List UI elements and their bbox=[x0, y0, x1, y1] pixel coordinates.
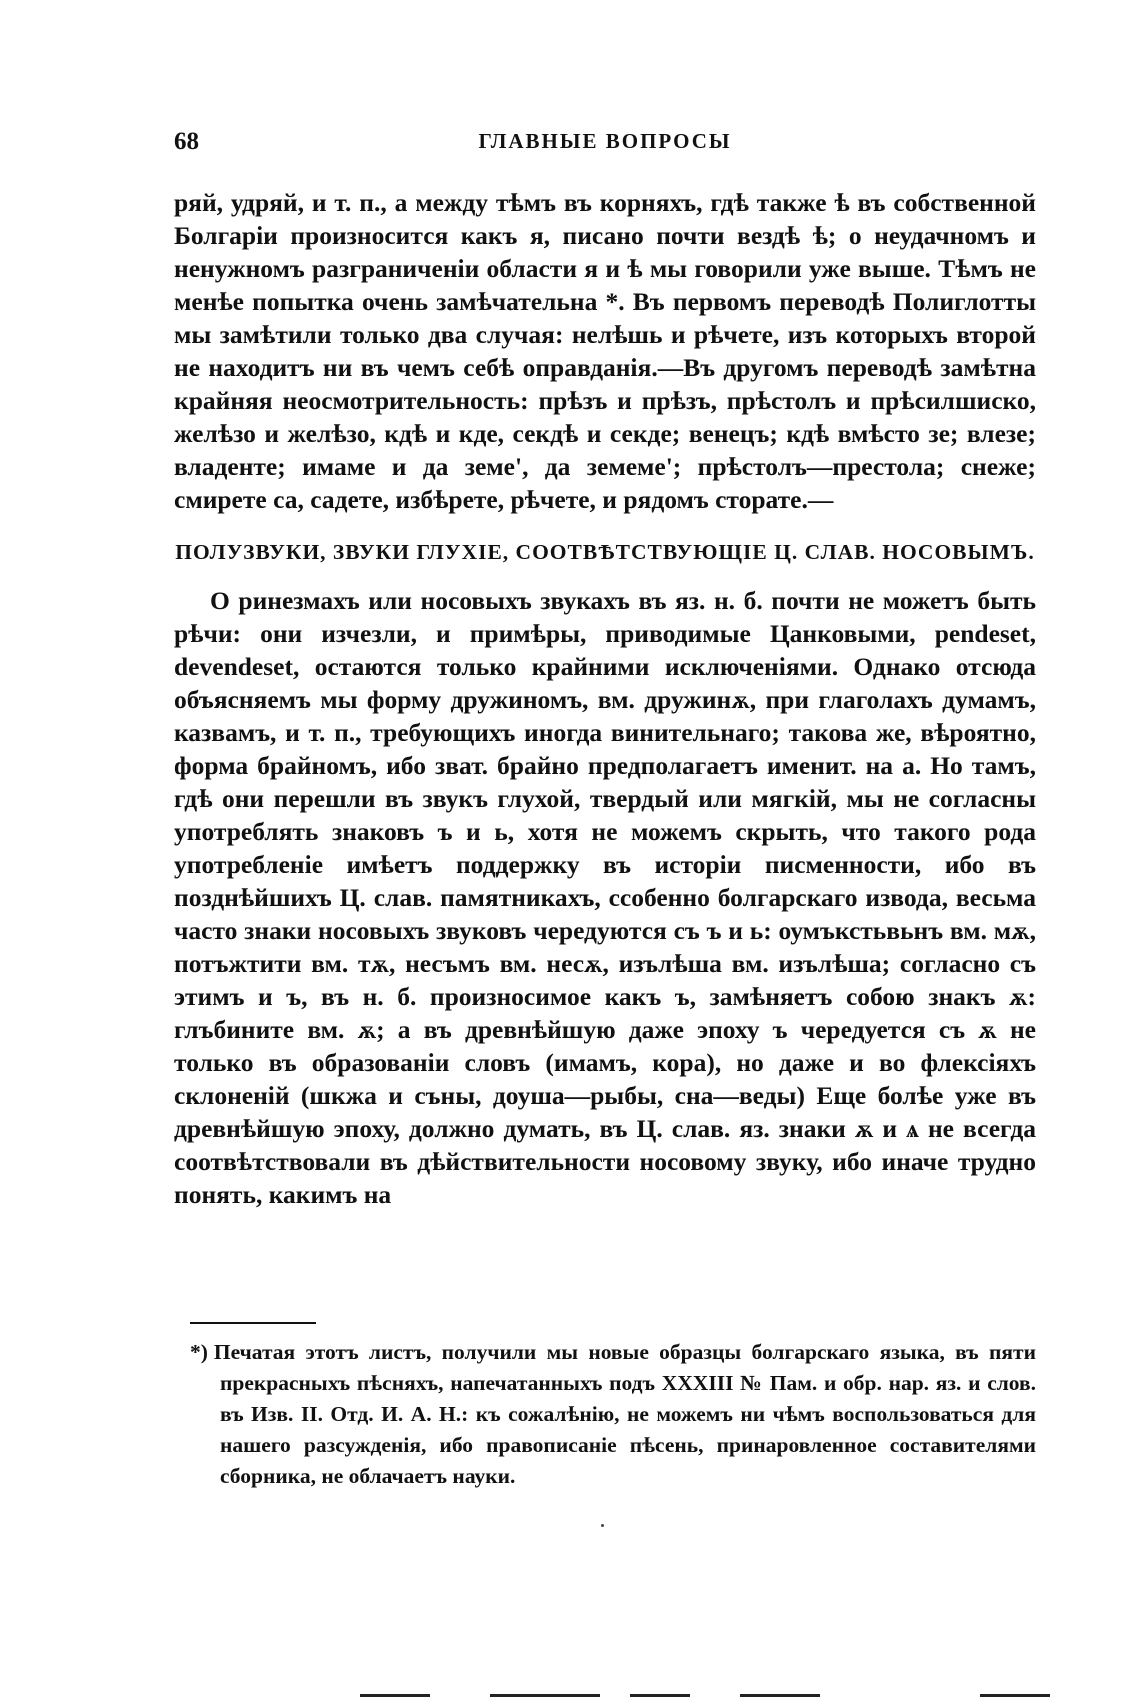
footnote-body bbox=[190, 1337, 1036, 1492]
body-text bbox=[174, 186, 1036, 1211]
section-paragraph: О ринезмахъ или носовыхъ звукахъ въ яз. н. б. почти не можетъ быть рѣчи: они изчезли, и примѣры, приводимые Цанковыми, pendeset, devendeset, остаются только крайними исключеніями. Однако отсюда объясняемъ мы форму дружиномъ, вм. дружинѫ, при глаголахъ думамъ, казвамъ, и т. п., требующихъ иногда винительнаго; такова же, вѣроятно, форма брайномъ, ибо зват. брайно предполагаетъ именит. на а. Но тамъ, гдѣ они перешли въ звукъ глухой, твердый или мягкій, мы не согласны употреблять знаковъ ъ и ь, хотя не можемъ скрыть, что такого рода употребленіе имѣетъ поддержку въ исторіи писменности, ибо въ позднѣйшихъ Ц. слав. памятникахъ, ссобенно болгарскаго извода, весьма часто знаки носовыхъ звуковъ чередуются съ ъ и ь: оумъкстьвьнъ вм. мѫ, потъжтити вм. тѫ, несъмъ вм. несѫ, изълѣша вм. изълѣша; согласно съ этимъ и ъ, въ н. б. произносимое какъ ъ, замѣняетъ собою знакъ ѫ: глъбините вм. ѫ; а въ древнѣйшую даже эпоху ъ чередуется съ ѫ не только въ образованіи словъ (имамъ, кора), но даже и во флексіяхъ склоненій (шкжа и съны, доуша—рыбы, сна—веды) Еще болѣе уже въ древнѣйшую эпоху, должно думать, въ Ц. слав. яз. знаки ѫ и ѧ не всегда соотвѣтствовали въ дѣйствительности носовому звуку, ибо иначе трудно понять, какимъ на bbox=[174, 586, 1036, 1209]
footnote-text: Печатая этотъ листъ, получили мы новые образцы болгарскаго языка, въ пяти прекрасныхъ пѣсняхъ, напечатанныхъ подъ XXXIII № Пам. и обр. нар. яз. и слов. въ Изв. II. Отд. И. А. Н.: къ сожалѣнію, не можемъ ни чѣмъ воспользоваться для нашего разсужденія, ибо правописаніе пѣсень, принаровленное составителями сборника, не облачаетъ науки. bbox=[213, 1340, 1036, 1488]
page-header bbox=[174, 128, 1036, 162]
running-head: ГЛАВНЫЕ ВОПРОСЫ bbox=[478, 129, 732, 153]
section-heading: ПОЛУЗВУКИ, ЗВУКИ ГЛУХІЕ, СООТВѢТСТВУЮЩІЕ Ц. СЛАВ. НОСОВЫМЪ. bbox=[175, 540, 1035, 564]
footnote bbox=[190, 1337, 1036, 1492]
footnote-mark: *) bbox=[190, 1340, 208, 1364]
paragraph-continuation: ряй, удряй, и т. п., а между тѣмъ въ корняхъ, гдѣ также ѣ въ собственной Болгаріи произносится какъ я, писано почти вездѣ ѣ; о неудачномъ и ненужномъ разграниченіи области я и ѣ мы говорили уже выше. Тѣмъ не менѣе попытка очень замѣчательна *. Въ первомъ переводѣ Полиглотты мы замѣтили только два случая: нелѣшь и рѣчете, изъ которыхъ второй не находитъ ни въ чемъ себѣ оправданія.—Въ другомъ переводѣ замѣтна крайняя неосмотрительность: прѣзъ и прѣзъ, прѣстолъ и прѣсилшиско, желѣзо и желѣзо, кдѣ и кде, секдѣ и секде; венецъ; кдѣ вмѣсто зе; влезе; владенте; имаме и да земе', да земеме'; прѣстолъ—престола; снеже; смирете са, садете, избѣрете, рѣчете, и рядомъ сторате.— bbox=[174, 188, 1036, 514]
print-speck bbox=[601, 1524, 604, 1527]
next-page-bleed bbox=[360, 1688, 1060, 1697]
page-number: 68 bbox=[174, 128, 199, 155]
footnote-rule bbox=[190, 1322, 316, 1324]
